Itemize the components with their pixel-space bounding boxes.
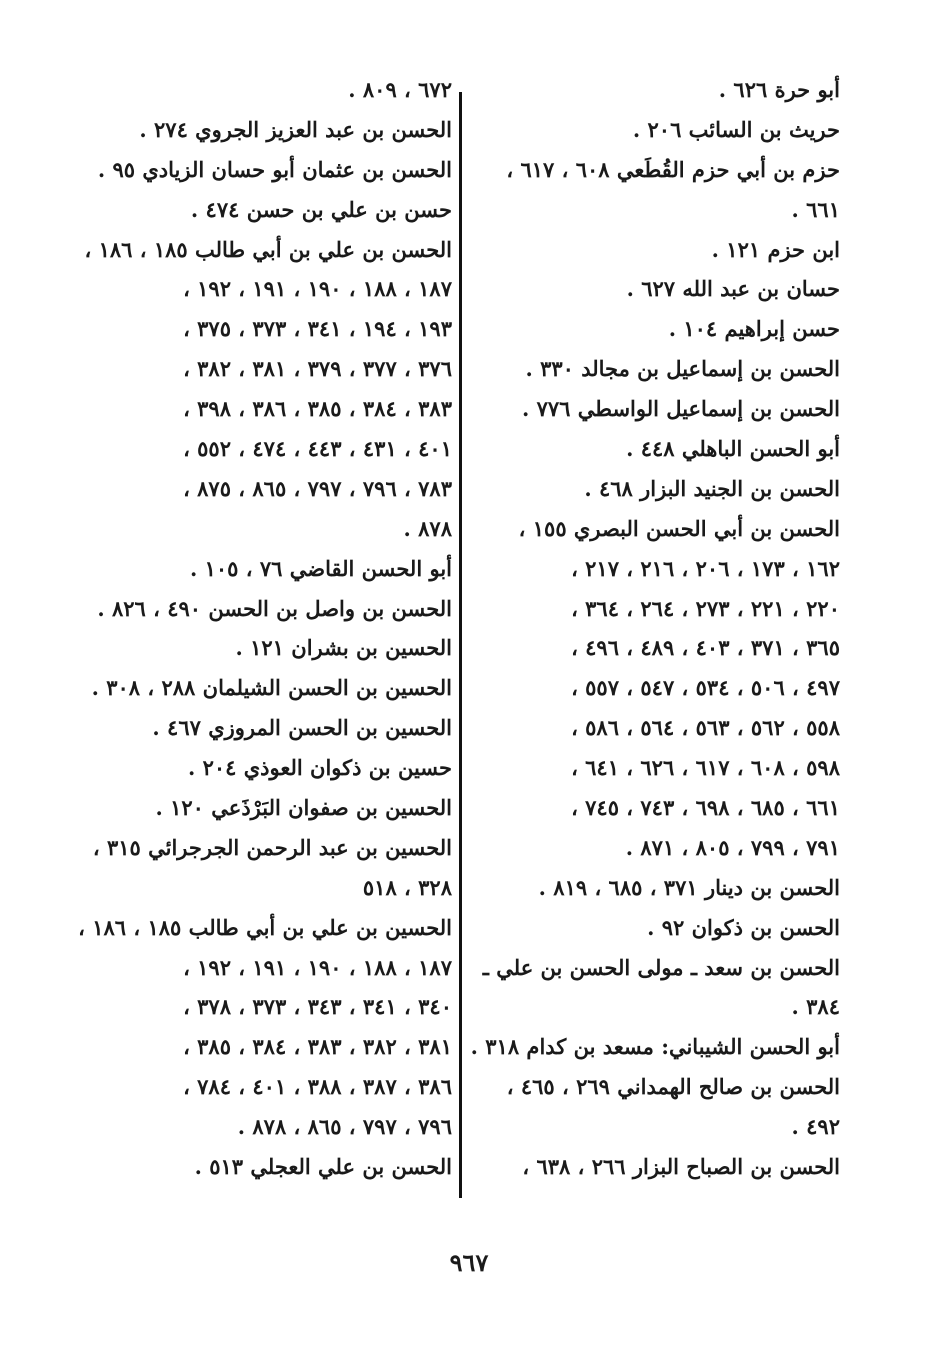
- index-line: ٧٩٦ ، ٧٩٧ ، ٨٦٥ ، ٨٧٨ .: [237, 1114, 452, 1140]
- index-line: الحسين بن صفوان البَرْذَعي ١٢٠ .: [155, 795, 452, 821]
- index-line: أبو الحسن القاضي ٧٦ ، ١٠٥ .: [190, 555, 452, 581]
- index-line: ٣٤٠ ، ٣٤١ ، ٣٤٣ ، ٣٧٣ ، ٣٧٨ ،: [183, 994, 452, 1020]
- column-divider: [459, 92, 462, 1198]
- index-line: ٤٩٧ ، ٥٠٦ ، ٥٣٤ ، ٥٤٧ ، ٥٥٧ ،: [571, 675, 840, 701]
- index-line: ٤٠١ ، ٤٣١ ، ٤٤٣ ، ٤٧٤ ، ٥٥٢ ،: [183, 436, 452, 462]
- index-line: الحسن بن علي العجلي ٥١٣ .: [194, 1154, 452, 1180]
- index-line: حسان بن عبد الله ٦٢٧ .: [626, 276, 840, 302]
- index-line: أبو الحسن الباهلي ٤٤٨ .: [626, 436, 840, 462]
- index-line: الحسن بن ذكوان ٩٢ .: [647, 914, 840, 940]
- index-line: الحسين بن بشران ١٢١ .: [235, 635, 452, 661]
- right-column: [470, 70, 840, 1187]
- index-line: ابن حزم ١٢١ .: [711, 236, 840, 262]
- index-line: ٣٨٦ ، ٣٨٧ ، ٣٨٨ ، ٤٠١ ، ٧٨٤ ،: [183, 1074, 452, 1100]
- index-line: ٥٥٨ ، ٥٦٢ ، ٥٦٣ ، ٥٦٤ ، ٥٨٦ ،: [571, 715, 840, 741]
- index-line: الحسن بن عثمان أبو حسان الزيادي ٩٥ .: [97, 156, 452, 182]
- index-line: ١٩٣ ، ١٩٤ ، ٣٤١ ، ٣٧٣ ، ٣٧٥ ،: [183, 316, 452, 342]
- index-line: الحسن بن إسماعيل بن مجالد ٣٣٠ .: [525, 356, 840, 382]
- index-line: الحسن بن واصل بن الحسن ٤٩٠ ، ٨٢٦ .: [97, 595, 452, 621]
- index-line: الحسن بن الصباح البزار ٢٦٦ ، ٦٣٨ ،: [522, 1154, 840, 1180]
- index-line: ٧٨٣ ، ٧٩٦ ، ٧٩٧ ، ٨٦٥ ، ٨٧٥ ،: [183, 475, 452, 501]
- index-line: حسن بن علي بن حسن ٤٧٤ .: [190, 196, 452, 222]
- index-line: ٦٦١ ، ٦٨٥ ، ٦٩٨ ، ٧٤٣ ، ٧٤٥ ،: [571, 795, 840, 821]
- index-line: ٣٨٤ .: [791, 994, 840, 1020]
- index-line: ١٨٧ ، ١٨٨ ، ١٩٠ ، ١٩١ ، ١٩٢ ،: [183, 276, 452, 302]
- index-line: ٨٧٨ .: [403, 515, 452, 541]
- index-line: الحسن بن سعد ـ مولى الحسن بن علي ـ: [482, 954, 840, 980]
- index-line: حزم بن أبي حزم القُطَعي ٦٠٨ ، ٦١٧ ،: [506, 156, 840, 182]
- index-line: الحسن بن صالح الهمداني ٢٦٩ ، ٤٦٥ ،: [506, 1074, 840, 1100]
- index-line: ٢٢٠ ، ٢٢١ ، ٢٧٣ ، ٢٦٤ ، ٣٦٤ ،: [571, 595, 840, 621]
- index-line: ٣٧٦ ، ٣٧٧ ، ٣٧٩ ، ٣٨١ ، ٣٨٢ ،: [183, 356, 452, 382]
- index-line: حسن إبراهيم ١٠٤ .: [668, 316, 840, 342]
- index-line: الحسن بن علي بن أبي طالب ١٨٥ ، ١٨٦ ،: [84, 236, 452, 262]
- index-line: ١٦٢ ، ١٧٣ ، ٢٠٦ ، ٢١٦ ، ٢١٧ ،: [571, 555, 840, 581]
- index-line: الحسن بن دينار ٣٧١ ، ٦٨٥ ، ٨١٩ .: [538, 874, 840, 900]
- index-line: الحسن بن أبي الحسن البصري ١٥٥ ،: [518, 515, 840, 541]
- index-line: ٣٢٨ ، ٥١٨: [362, 874, 452, 900]
- index-line: حريث بن السائب ٢٠٦ .: [632, 116, 840, 142]
- index-line: ٣٦٥ ، ٣٧١ ، ٤٠٣ ، ٤٨٩ ، ٤٩٦ ،: [571, 635, 840, 661]
- index-line: أبو حرة ٦٢٦ .: [718, 77, 840, 102]
- index-line: الحسين بن الحسن المروزي ٤٦٧ .: [152, 715, 452, 741]
- index-line: ٥٩٨ ، ٦٠٨ ، ٦١٧ ، ٦٢٦ ، ٦٤١ ،: [571, 755, 840, 781]
- index-line: الحسن بن الجنيد البزار ٤٦٨ .: [584, 475, 840, 501]
- index-line: ١٨٧ ، ١٨٨ ، ١٩٠ ، ١٩١ ، ١٩٢ ،: [183, 954, 452, 980]
- index-line: الحسن بن عبد العزيز الجروي ٢٧٤ .: [139, 116, 452, 142]
- index-line: الحسين بن الحسن الشيلمان ٢٨٨ ، ٣٠٨ .: [91, 675, 452, 701]
- index-line: ٦٦١ .: [791, 196, 840, 222]
- index-line: ٣٨٣ ، ٣٨٤ ، ٣٨٥ ، ٣٨٦ ، ٣٩٨ ،: [183, 396, 452, 422]
- index-line: أبو الحسن الشيباني: مسعد بن كدام ٣١٨ .: [470, 1034, 840, 1060]
- index-line: الحسين بن عبد الرحمن الجرجرائي ٣١٥ ،: [92, 834, 452, 860]
- index-line: ٤٩٢ .: [791, 1114, 840, 1140]
- index-line: ٣٨١ ، ٣٨٢ ، ٣٨٣ ، ٣٨٤ ، ٣٨٥ ،: [183, 1034, 452, 1060]
- left-column: [78, 70, 452, 1187]
- index-line: حسين بن ذكوان العوذي ٢٠٤ .: [187, 755, 452, 781]
- page-number: ٩٦٧: [449, 1248, 489, 1277]
- index-line: ٦٧٢ ، ٨٠٩ .: [348, 77, 452, 102]
- index-line: الحسن بن إسماعيل الواسطي ٧٧٦ .: [521, 396, 840, 422]
- index-line: الحسين بن علي بن أبي طالب ١٨٥ ، ١٨٦ ،: [78, 914, 452, 940]
- index-line: ٧٩١ ، ٧٩٩ ، ٨٠٥ ، ٨٧١ .: [625, 834, 840, 860]
